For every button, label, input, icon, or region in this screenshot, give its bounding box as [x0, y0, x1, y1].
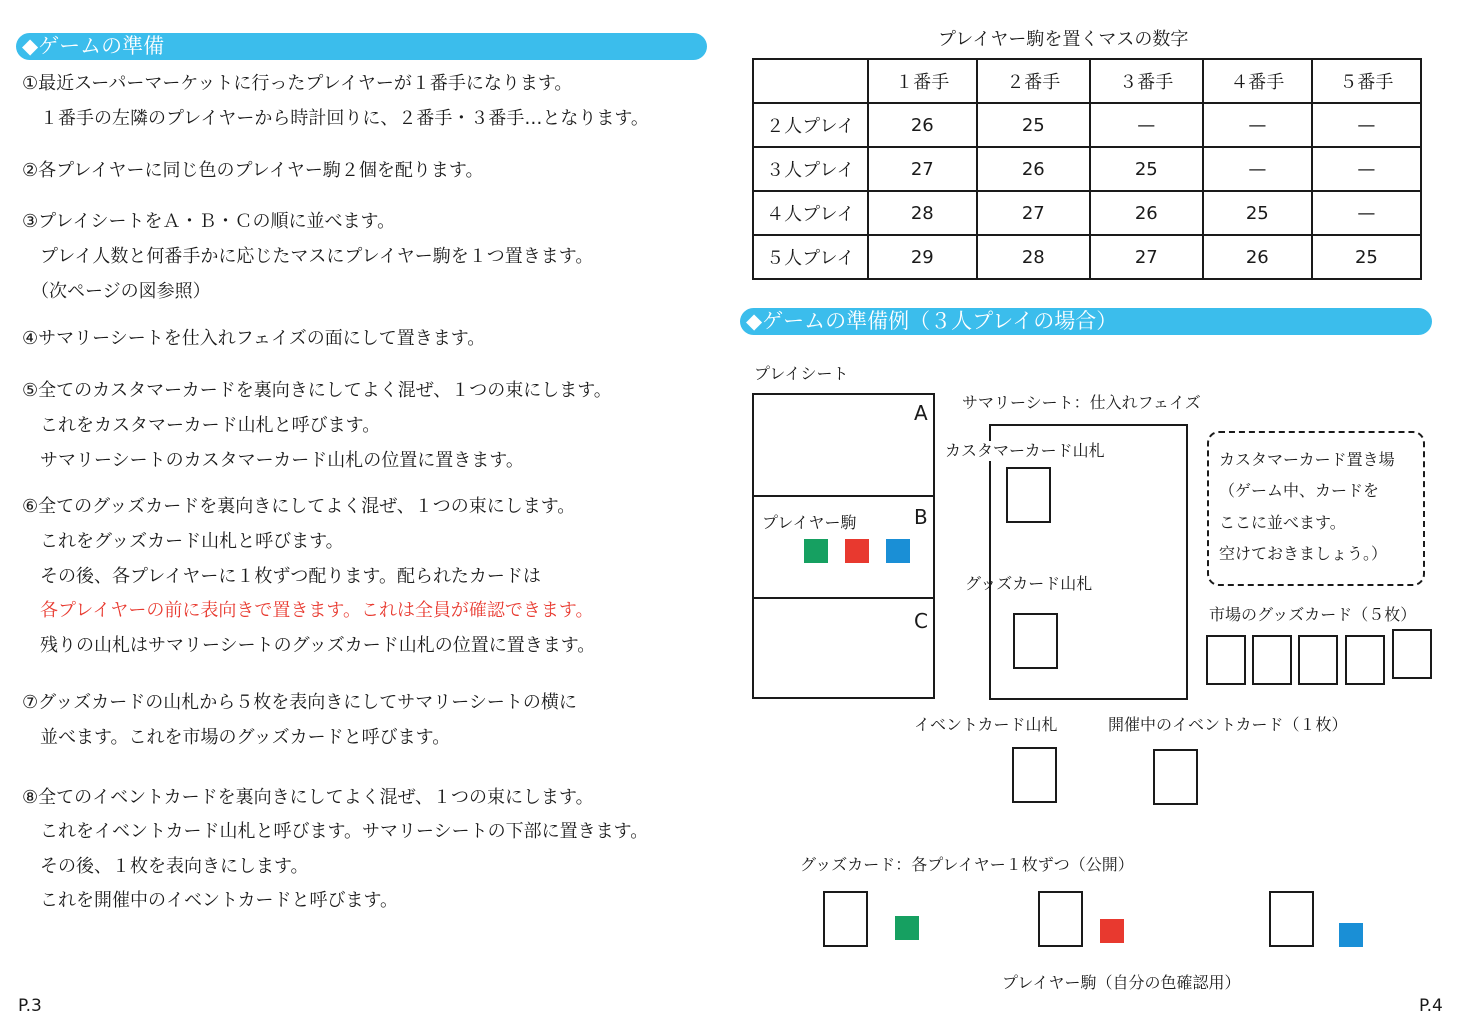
market-card — [1392, 629, 1432, 679]
table-cell: — — [1312, 103, 1421, 147]
table-cell: 29 — [868, 235, 977, 279]
piece-green — [804, 539, 828, 563]
step-line: １番手の左隣のプレイヤーから時計回りに、２番手・３番手…となります。 — [22, 108, 649, 129]
step-line: ⑧全てのイベントカードを裏向きにしてよく混ぜ、１つの束にします。 — [22, 787, 594, 808]
play-sheet-a — [752, 393, 935, 497]
customer-deck-label: カスタマーカード山札 — [945, 441, 1105, 460]
step-line: サマリーシートのカスタマーカード山札の位置に置きます。 — [22, 450, 524, 471]
section-header-setup: ◆ゲームの準備 — [16, 33, 707, 60]
table-cell: 26 — [1203, 235, 1312, 279]
table-cell: 25 — [1312, 235, 1421, 279]
customer-area-line-1: カスタマーカード置き場 — [1219, 450, 1395, 469]
step-line: ⑥全てのグッズカードを裏向きにしてよく混ぜ、１つの束にします。 — [22, 496, 576, 517]
step-line: ①最近スーパーマーケットに行ったプレイヤーが１番手になります。 — [22, 73, 573, 94]
play-sheet-label: プレイシート — [754, 364, 849, 383]
step-line: ②各プレイヤーに同じ色のプレイヤー駒２個を配ります。 — [22, 160, 484, 181]
step-line: プレイ人数と何番手かに応じたマスにプレイヤー駒を１つ置きます。 — [22, 246, 594, 267]
step-line: これを開催中のイベントカードと呼びます。 — [22, 890, 399, 911]
sheet-c-letter: C — [914, 609, 928, 633]
table-cell: 27 — [977, 191, 1090, 235]
table-cell: — — [1312, 147, 1421, 191]
step-line: これをグッズカード山札と呼びます。 — [22, 531, 344, 552]
table-row — [753, 147, 1421, 191]
market-card — [1298, 635, 1338, 685]
summary-sheet-label: サマリーシート：仕入れフェイズ — [962, 393, 1201, 412]
row-label-cell: ５人プレイ — [753, 235, 868, 279]
table-cell: 26 — [977, 147, 1090, 191]
page-number-right: P.4 — [1419, 996, 1443, 1016]
table-title: プレイヤー駒を置くマスの数字 — [938, 29, 1189, 50]
event-active-card — [1153, 749, 1198, 805]
step-line: 並べます。これを市場のグッズカードと呼びます。 — [22, 727, 451, 748]
player-goods-card — [1269, 891, 1314, 947]
event-deck-label: イベントカード山札 — [914, 715, 1058, 734]
table-row — [753, 235, 1421, 279]
table-header-cell: ４番手 — [1203, 59, 1312, 103]
row-label-cell: ２人プレイ — [753, 103, 868, 147]
table-header-cell: ５番手 — [1312, 59, 1421, 103]
market-card — [1345, 635, 1385, 685]
table-row — [753, 103, 1421, 147]
step-line: その後、各プレイヤーに１枚ずつ配ります。配られたカードは — [22, 566, 541, 587]
table-cell: 26 — [1090, 191, 1203, 235]
table-cell: — — [1312, 191, 1421, 235]
piece-blue — [1339, 923, 1363, 947]
step-line: （次ページの図参照） — [22, 281, 211, 302]
placement-table — [752, 58, 1422, 280]
step-line: これをイベントカード山札と呼びます。サマリーシートの下部に置きます。 — [22, 821, 649, 842]
table-cell: 25 — [1090, 147, 1203, 191]
customer-area-line-3: ここに並べます。 — [1219, 513, 1346, 532]
table-row — [753, 191, 1421, 235]
table-cell: — — [1090, 103, 1203, 147]
table-header-row — [753, 59, 1421, 103]
event-active-label: 開催中のイベントカード（１枚） — [1108, 715, 1348, 734]
step-line: ④サマリーシートを仕入れフェイズの面にして置きます。 — [22, 328, 486, 349]
piece-red — [845, 539, 869, 563]
table-header-cell — [753, 59, 868, 103]
table-cell: 25 — [977, 103, 1090, 147]
table-cell: 28 — [977, 235, 1090, 279]
step-line: 各プレイヤーの前に表向きで置きます。これは全員が確認できます。 — [22, 600, 594, 621]
customer-area-line-2: （ゲーム中、カードを — [1219, 481, 1380, 500]
table-cell: 26 — [868, 103, 977, 147]
player-goods-card — [1038, 891, 1083, 947]
sheet-a-letter: A — [914, 401, 928, 425]
piece-blue — [886, 539, 910, 563]
market-card — [1206, 635, 1246, 685]
event-deck-card — [1012, 747, 1057, 803]
step-line: ⑦グッズカードの山札から５枚を表向きにしてサマリーシートの横に — [22, 692, 577, 713]
table-cell: 27 — [1090, 235, 1203, 279]
step-line: ③プレイシートをＡ・Ｂ・Ｃの順に並べます。 — [22, 211, 396, 232]
customer-area-line-4: 空けておきましょう。） — [1219, 544, 1388, 563]
step-line: その後、１枚を表向きにします。 — [22, 856, 309, 877]
play-sheet-c — [752, 597, 935, 699]
table-header-cell: ２番手 — [977, 59, 1090, 103]
player-goods-card — [823, 891, 868, 947]
table-cell: 28 — [868, 191, 977, 235]
step-line: これをカスタマーカード山札と呼びます。 — [22, 415, 381, 436]
goods-each-label: グッズカード：各プレイヤー１枚ずつ（公開） — [800, 855, 1134, 874]
player-piece-label: プレイヤー駒 — [762, 513, 857, 532]
table-header-cell: １番手 — [868, 59, 977, 103]
market-label: 市場のグッズカード（５枚） — [1209, 605, 1417, 624]
step-line: ⑤全てのカスタマーカードを裏向きにしてよく混ぜ、１つの束にします。 — [22, 380, 612, 401]
piece-green — [895, 916, 919, 940]
table-cell: — — [1203, 147, 1312, 191]
piece-note-label: プレイヤー駒（自分の色確認用） — [1002, 973, 1241, 992]
goods-deck-label: グッズカード山札 — [965, 574, 1093, 593]
row-label-cell: ３人プレイ — [753, 147, 868, 191]
sheet-b-letter: B — [914, 505, 928, 529]
table-cell: 27 — [868, 147, 977, 191]
goods-deck-card — [1013, 613, 1058, 669]
market-card — [1252, 635, 1292, 685]
step-line: 残りの山札はサマリーシートのグッズカード山札の位置に置きます。 — [22, 635, 596, 656]
row-label-cell: ４人プレイ — [753, 191, 868, 235]
table-cell: — — [1203, 103, 1312, 147]
table-header-cell: ３番手 — [1090, 59, 1203, 103]
customer-deck-card — [1006, 467, 1051, 523]
section-header-example: ◆ゲームの準備例（３人プレイの場合） — [740, 308, 1432, 335]
page-number-left: P.3 — [18, 996, 42, 1016]
piece-red — [1100, 919, 1124, 943]
table-cell: 25 — [1203, 191, 1312, 235]
